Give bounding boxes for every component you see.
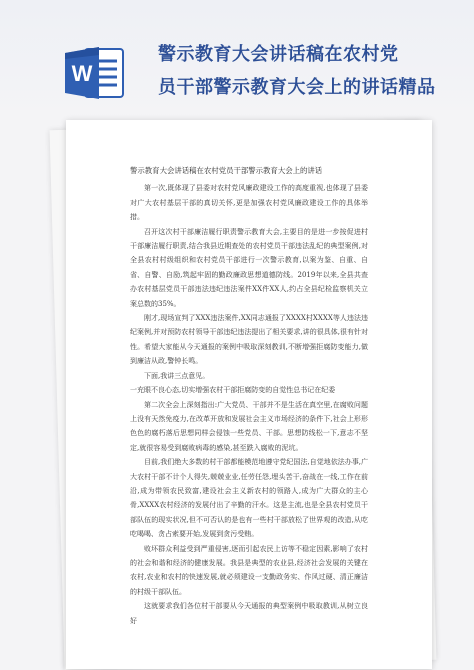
section-heading: 一充眼不良心态,切实增强农村干部拒腐防变的自觉性总书记在纪委 bbox=[130, 386, 336, 395]
word-logo-letter: W bbox=[71, 61, 93, 86]
page-title bbox=[158, 38, 458, 104]
paragraph: 第二次全会上深刻指出:广大党员、干部并不是生活在真空里,在腐败问题上没有天然免疫力,在改革开放和发展社会主义市场经济的条件下,社会上形形色色的腐朽落后思想同样会侵蚀一些党员、干部。思想防线松一下,意志不坚定,就很容易受到腐败病毒的感染,甚至跌入腐败的泥坑。 bbox=[130, 400, 368, 452]
paragraph: 败坏群众利益受到严重侵害,逐而引起农民上访等不稳定因素,影响了农村的社会和谐和经济的健康发展。我县是典型的农业县,经济社会发展的关键在农村,农业和农村的快速发展,就必须建设一支勤政务实、作风过硬、清正廉洁的村级干部队伍。 bbox=[130, 544, 368, 596]
title-line-1: 警示教育大会讲话稿在农村党 bbox=[158, 44, 399, 65]
word-doc-icon bbox=[63, 45, 127, 101]
paragraph: 这就要求我们各位村干部要从今天通报的典型案例中吸取教训,从树立良好 bbox=[130, 602, 368, 625]
title-line-2: 员干部警示教育大会上的讲话精品 bbox=[158, 77, 436, 98]
document-heading: 警示教育大会讲话稿在农村党员干部警示教育大会上的讲话 bbox=[130, 166, 323, 175]
paragraph: 下面,我讲三点意见。 bbox=[144, 371, 210, 380]
paragraph: 召开这次村干部廉洁履行职责警示教育大会,主要目的是进一步按促进村干部廉洁履行职责,结合我县近期查处的农村党员干部违法乱纪的典型案例,对全县农村村级组织和农村党员干部进行一次警示教育,以案为鉴、自重、自省、自警、自励,筑起牢固的勤政廉政思想道德防线。2019年以来,全县共查办农村基层党员干部违法违纪违法案件XX件XX人,约占全县纪检监察机关立案总数的35%。 bbox=[130, 227, 368, 308]
paragraph: 目前,我们绝大多数的村干部都能模范地遵守党纪国法,自觉地依法办事,广大农村干部不计个人得失,兢兢业业,任劳任怨,埋头苦干,奋战在一线,工作在前沿,成为带领农民致富,建设社会主义新农村的领路人,成为广大群众的主心骨,XXXX农村经济的发展付出了辛勤的汗水。这是主流,也是全县农村党员干部队伍的现实状况,但不可否认的是也有一些村干部放松了世界观的改造,从吃吃喝喝、贪占索要开始,发展到贪污受贿。 bbox=[130, 458, 368, 539]
paragraph: 第一次,既体现了县委对农村党风廉政建设工作的高度重视,也体现了县委对广大农村基层干部的真切关怀,更是加强农村党风廉政建设工作的具体举措。 bbox=[130, 184, 368, 222]
document-page bbox=[66, 120, 432, 669]
document-body bbox=[130, 164, 368, 628]
paragraph: 刚才,现场宣判了XXX违法案件,XX同志通报了XXXX村XXXX等人违法违纪案例,并对预防农村领导干部违纪违法提出了相关要求,讲的很具体,很有针对性。希望大家能从今天通报的案例中吸取深刻教训,不断增强拒腐防变能力,做到廉洁从政,警钟长鸣。 bbox=[130, 314, 368, 366]
